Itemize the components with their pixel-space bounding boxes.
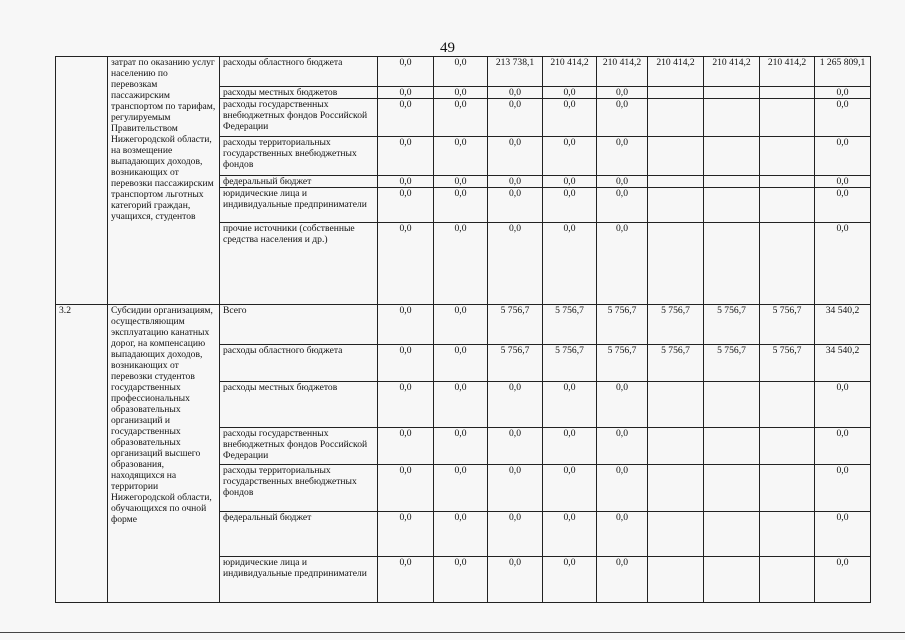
- amount-cell: 0,0: [434, 87, 488, 99]
- funding-source-cell: расходы государственных внебюджетных фондов Российской Федерации: [220, 99, 378, 137]
- amount-cell: 0,0: [597, 382, 648, 428]
- amount-cell: 1 265 809,1: [815, 57, 871, 87]
- amount-cell: 0,0: [434, 99, 488, 137]
- amount-cell: 0,0: [543, 87, 597, 99]
- amount-cell: 210 414,2: [704, 57, 760, 87]
- amount-cell: 0,0: [597, 176, 648, 188]
- amount-cell: 34 540,2: [815, 305, 871, 345]
- amount-cell: 0,0: [434, 345, 488, 382]
- amount-cell: [704, 428, 760, 465]
- amount-cell: [648, 188, 704, 223]
- amount-cell: [648, 87, 704, 99]
- funding-source-cell: юридические лица и индивидуальные предприниматели: [220, 188, 378, 223]
- amount-cell: 0,0: [378, 465, 434, 512]
- amount-cell: [760, 99, 815, 137]
- amount-cell: 5 756,7: [648, 345, 704, 382]
- amount-cell: [760, 557, 815, 603]
- funding-source-cell: юридические лица и индивидуальные предприниматели: [220, 557, 378, 603]
- amount-cell: 0,0: [488, 87, 543, 99]
- budget-table: [55, 56, 871, 603]
- amount-cell: 0,0: [597, 87, 648, 99]
- amount-cell: 0,0: [378, 87, 434, 99]
- funding-source-cell: прочие источники (собственные средства населения и др.): [220, 223, 378, 305]
- funding-source-cell: расходы областного бюджета: [220, 57, 378, 87]
- amount-cell: 0,0: [488, 176, 543, 188]
- amount-cell: 5 756,7: [543, 305, 597, 345]
- amount-cell: 0,0: [543, 188, 597, 223]
- amount-cell: 0,0: [815, 137, 871, 176]
- amount-cell: [760, 87, 815, 99]
- amount-cell: 0,0: [543, 382, 597, 428]
- amount-cell: 0,0: [543, 512, 597, 557]
- amount-cell: 0,0: [488, 512, 543, 557]
- amount-cell: 0,0: [434, 188, 488, 223]
- funding-source-cell: федеральный бюджет: [220, 176, 378, 188]
- amount-cell: 0,0: [815, 465, 871, 512]
- amount-cell: [704, 137, 760, 176]
- amount-cell: [648, 512, 704, 557]
- amount-cell: 5 756,7: [760, 305, 815, 345]
- amount-cell: [704, 188, 760, 223]
- funding-source-cell: расходы местных бюджетов: [220, 382, 378, 428]
- funding-source-cell: федеральный бюджет: [220, 512, 378, 557]
- amount-cell: 0,0: [488, 188, 543, 223]
- amount-cell: 0,0: [488, 557, 543, 603]
- amount-cell: 0,0: [815, 382, 871, 428]
- amount-cell: 0,0: [543, 99, 597, 137]
- funding-source-cell: расходы государственных внебюджетных фондов Российской Федерации: [220, 428, 378, 465]
- amount-cell: 5 756,7: [543, 345, 597, 382]
- amount-cell: [760, 176, 815, 188]
- amount-cell: 0,0: [543, 428, 597, 465]
- amount-cell: 0,0: [815, 223, 871, 305]
- measure-description-cell: Субсидии организациям, осуществляющим эксплуатацию канатных дорог, на компенсацию выпадающих доходов, возникающих от перевозки студентов государственных профессиональных образовательных организаций и государственных образовательных организаций высшего образования, находящихся на территории Нижегородской области, обучающихся по очной форме: [108, 305, 220, 603]
- table-row: [56, 305, 871, 345]
- amount-cell: [760, 137, 815, 176]
- amount-cell: [760, 188, 815, 223]
- amount-cell: 0,0: [378, 305, 434, 345]
- funding-source-cell: расходы территориальных государственных внебюджетных фондов: [220, 465, 378, 512]
- row-index-cell: 3.2: [56, 305, 108, 603]
- amount-cell: [760, 512, 815, 557]
- amount-cell: [704, 557, 760, 603]
- amount-cell: 0,0: [378, 137, 434, 176]
- amount-cell: 210 414,2: [648, 57, 704, 87]
- amount-cell: [760, 428, 815, 465]
- amount-cell: 0,0: [378, 557, 434, 603]
- amount-cell: 0,0: [488, 382, 543, 428]
- amount-cell: 0,0: [597, 188, 648, 223]
- amount-cell: [648, 465, 704, 512]
- table-row: [56, 57, 871, 87]
- amount-cell: [648, 223, 704, 305]
- amount-cell: 5 756,7: [597, 305, 648, 345]
- amount-cell: 0,0: [543, 176, 597, 188]
- amount-cell: [704, 87, 760, 99]
- amount-cell: 0,0: [543, 465, 597, 512]
- amount-cell: [760, 382, 815, 428]
- amount-cell: 0,0: [597, 428, 648, 465]
- amount-cell: 0,0: [597, 557, 648, 603]
- amount-cell: 210 414,2: [597, 57, 648, 87]
- amount-cell: [648, 137, 704, 176]
- amount-cell: 0,0: [378, 345, 434, 382]
- amount-cell: 0,0: [488, 465, 543, 512]
- amount-cell: 5 756,7: [488, 305, 543, 345]
- amount-cell: 210 414,2: [543, 57, 597, 87]
- amount-cell: 0,0: [488, 137, 543, 176]
- amount-cell: 0,0: [378, 176, 434, 188]
- amount-cell: 0,0: [815, 557, 871, 603]
- amount-cell: 0,0: [597, 99, 648, 137]
- amount-cell: 0,0: [434, 382, 488, 428]
- amount-cell: 210 414,2: [760, 57, 815, 87]
- funding-source-cell: Всего: [220, 305, 378, 345]
- amount-cell: 0,0: [543, 557, 597, 603]
- amount-cell: 0,0: [543, 137, 597, 176]
- amount-cell: 0,0: [597, 465, 648, 512]
- amount-cell: [704, 176, 760, 188]
- amount-cell: 0,0: [543, 223, 597, 305]
- amount-cell: 5 756,7: [488, 345, 543, 382]
- funding-source-cell: расходы местных бюджетов: [220, 87, 378, 99]
- amount-cell: 0,0: [434, 428, 488, 465]
- amount-cell: 0,0: [434, 465, 488, 512]
- amount-cell: 0,0: [378, 428, 434, 465]
- amount-cell: 5 756,7: [648, 305, 704, 345]
- amount-cell: 213 738,1: [488, 57, 543, 87]
- amount-cell: [760, 223, 815, 305]
- amount-cell: 0,0: [378, 99, 434, 137]
- amount-cell: 0,0: [378, 188, 434, 223]
- amount-cell: 0,0: [434, 557, 488, 603]
- amount-cell: 0,0: [488, 99, 543, 137]
- amount-cell: [648, 99, 704, 137]
- amount-cell: 0,0: [434, 305, 488, 345]
- amount-cell: [648, 557, 704, 603]
- amount-cell: [760, 465, 815, 512]
- amount-cell: 0,0: [815, 512, 871, 557]
- amount-cell: 0,0: [434, 176, 488, 188]
- amount-cell: 0,0: [815, 428, 871, 465]
- amount-cell: 34 540,2: [815, 345, 871, 382]
- amount-cell: 0,0: [488, 223, 543, 305]
- amount-cell: 0,0: [815, 176, 871, 188]
- amount-cell: [704, 99, 760, 137]
- amount-cell: [648, 176, 704, 188]
- amount-cell: [704, 382, 760, 428]
- amount-cell: 0,0: [378, 512, 434, 557]
- amount-cell: 0,0: [378, 223, 434, 305]
- amount-cell: 0,0: [434, 137, 488, 176]
- funding-source-cell: расходы областного бюджета: [220, 345, 378, 382]
- amount-cell: 0,0: [597, 137, 648, 176]
- funding-source-cell: расходы территориальных государственных внебюджетных фондов: [220, 137, 378, 176]
- row-index-cell: [56, 57, 108, 305]
- amount-cell: 0,0: [378, 57, 434, 87]
- page-number: 49: [440, 40, 455, 56]
- amount-cell: 5 756,7: [704, 345, 760, 382]
- amount-cell: 5 756,7: [597, 345, 648, 382]
- amount-cell: [648, 382, 704, 428]
- measure-description-cell: затрат по оказанию услуг населению по перевозкам пассажирским транспортом по тарифам, регулируемым Правительством Нижегородской области, на возмещение выпадающих доходов, возникающих от перевозки пассажирским транспортом льготных категорий граждан, учащихся, студентов: [108, 57, 220, 305]
- amount-cell: 0,0: [488, 428, 543, 465]
- amount-cell: 5 756,7: [704, 305, 760, 345]
- amount-cell: 0,0: [434, 512, 488, 557]
- amount-cell: 0,0: [597, 512, 648, 557]
- page-bottom-rule: [0, 632, 905, 633]
- amount-cell: [648, 428, 704, 465]
- amount-cell: 0,0: [815, 87, 871, 99]
- amount-cell: 5 756,7: [760, 345, 815, 382]
- amount-cell: 0,0: [815, 188, 871, 223]
- amount-cell: [704, 223, 760, 305]
- amount-cell: [704, 465, 760, 512]
- amount-cell: 0,0: [434, 57, 488, 87]
- amount-cell: 0,0: [434, 223, 488, 305]
- amount-cell: 0,0: [815, 99, 871, 137]
- amount-cell: 0,0: [378, 382, 434, 428]
- amount-cell: [704, 512, 760, 557]
- amount-cell: 0,0: [597, 223, 648, 305]
